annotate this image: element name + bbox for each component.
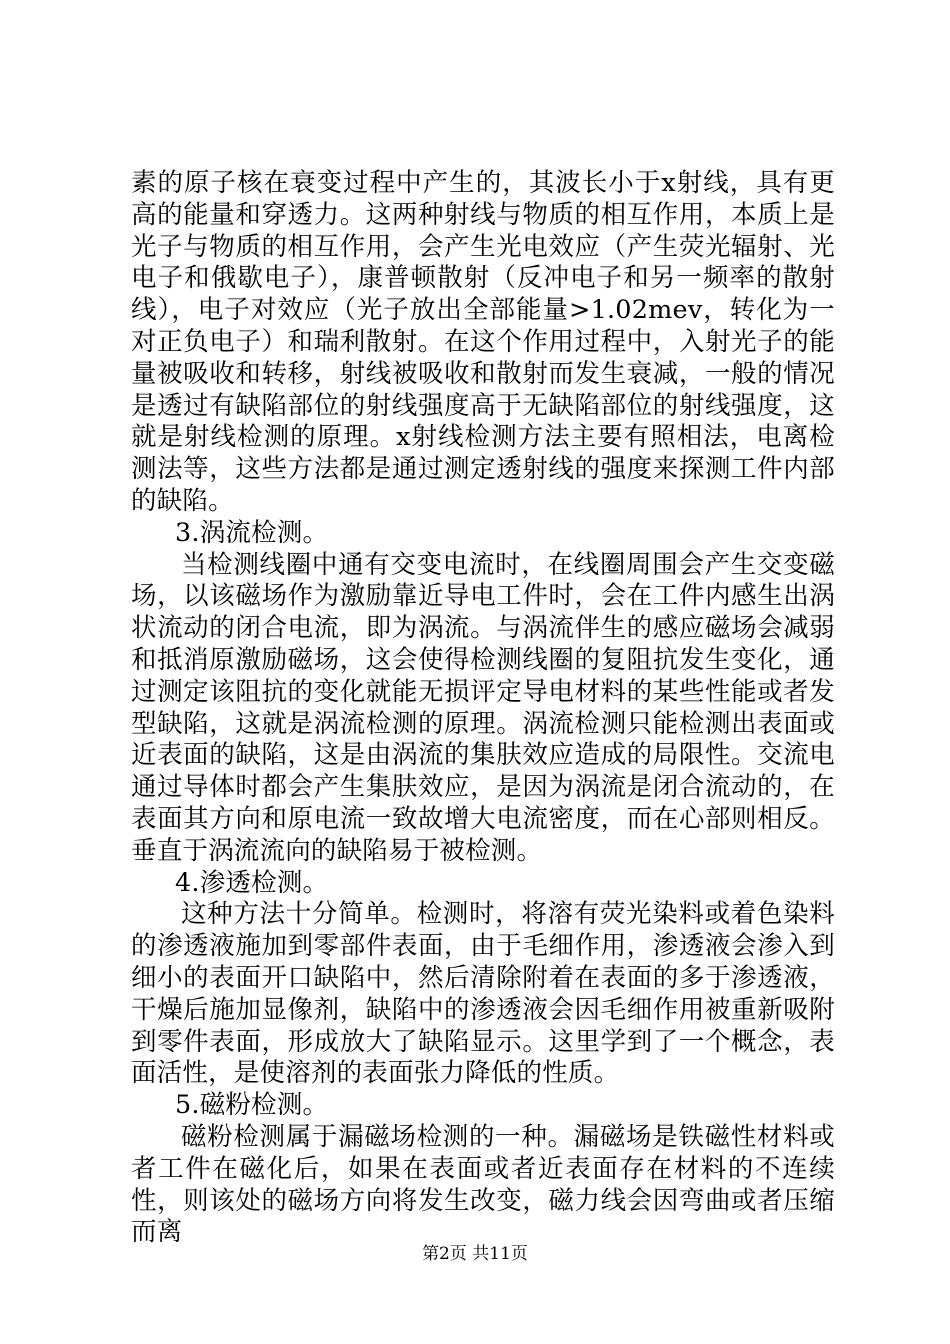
- paragraph-radiography-continuation: 素的原子核在衰变过程中产生的，其波长小于x射线，具有更高的能量和穿透力。这两种射线与物质的相互作用，本质上是光子与物质的相互作用，会产生光电效应（产生荧光辐射、光电子和俄歇电子），康普顿散射（反冲电子和另一频率的散射线），电子对效应（光子放出全部能量>1.02mev，转化为一对正负电子）和瑞利散射。在这个作用过程中，入射光子的能量被吸收和转移，射线被吸收和散射而发生衰减，一般的情况是透过有缺陷部位的射线强度高于无缺陷部位的射线强度，这就是射线检测的原理。x射线检测方法主要有照相法，电离检测法等，这些方法都是通过测定透射线的强度来探测工件内部的缺陷。: [131, 168, 835, 516]
- paragraph-magnetic-particle: 磁粉检测属于漏磁场检测的一种。漏磁场是铁磁性材料或者工件在磁化后，如果在表面或者近表面存在材料的不连续性，则该处的磁场方向将发生改变，磁力线会因弯曲或者压缩而离: [131, 1121, 835, 1248]
- page-number-label: 第2页 共11页: [422, 1244, 528, 1264]
- page-footer: [0, 1243, 950, 1265]
- section-heading-magnetic-particle: 5.磁粉检测。: [175, 1090, 329, 1121]
- document-body: [131, 168, 835, 1249]
- section-heading-penetrant: 4.渗透检测。: [175, 867, 329, 898]
- paragraph-penetrant: 这种方法十分简单。检测时，将溶有荧光染料或着色染料的渗透液施加到零部件表面，由于毛细作用，渗透液会渗入到细小的表面开口缺陷中，然后清除附着在表面的多于渗透液，干燥后施加显像剂，缺陷中的渗透液会因毛细作用被重新吸附到零件表面，形成放大了缺陷显示。这里学到了一个概念，表面活性，是使溶剂的表面张力降低的性质。: [131, 899, 835, 1089]
- paragraph-eddy-current: 当检测线圈中通有交变电流时，在线圈周围会产生交变磁场，以该磁场作为激励靠近导电工件时，会在工件内感生出涡状流动的闭合电流，即为涡流。与涡流伴生的感应磁场会减弱和抵消原激励磁场，这会使得检测线圈的复阻抗发生变化，通过测定该阻抗的变化就能无损评定导电材料的某些性能或者发型缺陷，这就是涡流检测的原理。涡流检测只能检测出表面或近表面的缺陷，这是由涡流的集肤效应造成的局限性。交流电通过导体时都会产生集肤效应，是因为涡流是闭合流动的，在表面其方向和原电流一致故增大电流密度，而在心部则相反。垂直于涡流流向的缺陷易于被检测。: [131, 549, 835, 866]
- section-heading-eddy-current: 3.涡流检测。: [175, 517, 329, 548]
